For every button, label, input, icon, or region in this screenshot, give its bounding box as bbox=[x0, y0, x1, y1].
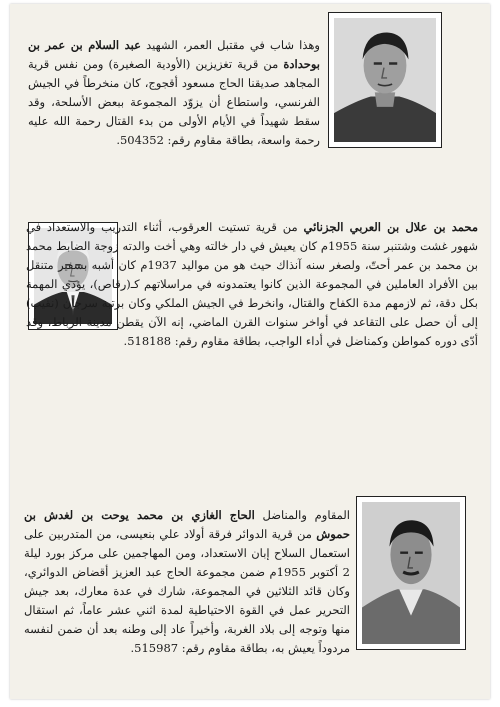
entry-1-body: من قرية تغزيزين (الأودية الصغيرة) ومن نفس قرية المجاهد صديقنا الحاج مسعود أقجوج، كان منخرطاً في الجيش الفرنسي، واستطاع أن يزوّد المجموعة ببعض الأسلحة، وقد سقط شهيداً في الأيام الأولى من بدء القتال رحمة الله عليه رحمة واسعة، بطاقة مقاوم رقم: 504352. bbox=[28, 57, 320, 147]
entry-1-text bbox=[28, 36, 320, 150]
portrait-photo-1 bbox=[328, 12, 442, 148]
document-page bbox=[10, 4, 490, 699]
entry-3-text bbox=[24, 506, 350, 658]
entry-2-text bbox=[26, 218, 478, 351]
portrait-image-1 bbox=[334, 18, 436, 142]
entry-1-intro: وهذا شاب في مقتبل العمر، الشهيد bbox=[140, 38, 320, 52]
entry-3-name: الحاج الغازي بن محمد يوحت بن لغدش بن حموش bbox=[24, 508, 350, 541]
entry-2-body: من قرية تستيت العرقوب، أثناء التدريب والاستعداد في شهور غشت وشتنبر سنة 1955م كان يعيش في دار خالته وهي أخت والدته زوجة الضابط محمد بن محمد بن عمر أحتّ، ولصغر سنه آنذاك حيث هو من مواليد 1937م كان أشبه بسفير متنقل بين الأفراد العاملين في المجموعة الذين كانوا يعتمدونه في مراسلاتهم كـ(رقاص)، يؤدي المهمة بكل دقة، ثم لازمهم مدة الكفاح والقتال، وانخرط في الجيش الملكي وكان برتبة سرجان (نقيب) إلى أن حصل على التقاعد في أواخر سنوات القرن الماضي، إنه الآن يقطن مدينة الرباط، وقد أدّى دوره كمواطن وكمناضل في أداء الواجب، بطاقة مقاوم رقم: 518188. bbox=[26, 220, 478, 348]
entry-3-body: من قرية الدوائر فرقة أولاد علي بنعيسى، من المتدربين على استعمال السلاح إبان الاستعداد، ومن المهاجمين على مركز بورد ليلة 2 أكتوبر 1955م ضمن مجموعة الحاج عبد العزيز أقضاض الدوائري، وكان قائد الثلاثين في المجموعة، شارك في عدة معارك، بعد جيش التحرير عمل في القوة الاحتياطية لمدة اثني عشر عاماً، ثم استقال منها وتوجه إلى بلاد الغربة، وأخيراً عاد إلى وطنه بعد أن ضمن لنفسه مردوداً يعيش به، بطاقة مقاوم رقم: 515987. bbox=[24, 527, 350, 655]
portrait-photo-3 bbox=[356, 496, 466, 650]
portrait-image-3 bbox=[362, 502, 460, 644]
entry-3-intro: المقاوم والمناضل bbox=[254, 508, 350, 522]
entry-1-name: عبد السلام بن عمر بن بوحدادة bbox=[28, 38, 320, 71]
entry-2-name: محمد بن علال بن العربي الجزنائي bbox=[303, 220, 478, 234]
